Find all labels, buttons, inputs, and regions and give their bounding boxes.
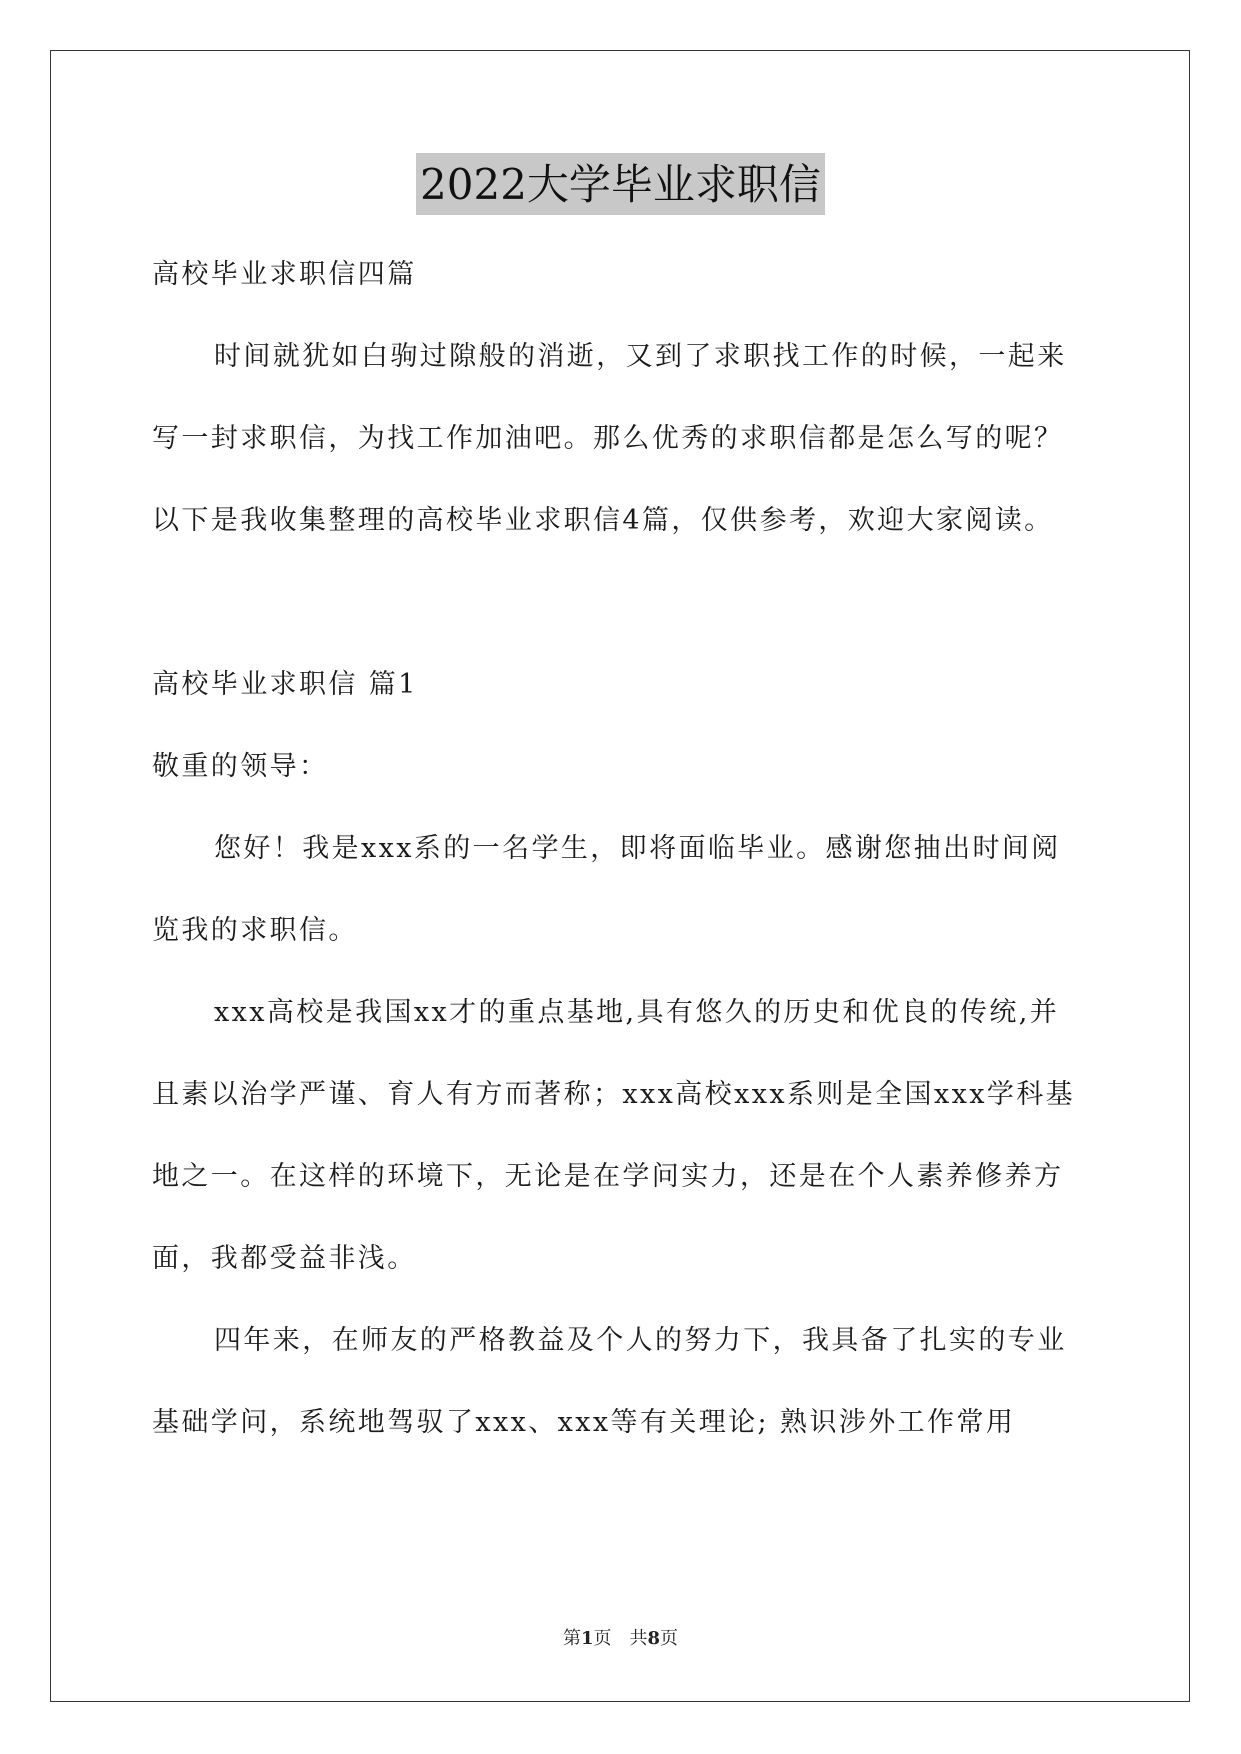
title-container	[0, 153, 1241, 215]
document-body	[152, 234, 1087, 1464]
footer-mid: 页 共	[593, 1628, 648, 1649]
body-paragraph: xxx高校是我国xx才的重点基地,具有悠久的历史和优良的传统,并且素以治学严谨、育人有方而著称；xxx高校xxx系则是全国xxx学科基地之一。在这样的环境下，无论是在学问实力，还是在个人素养修养方面，我都受益非浅。	[152, 997, 1076, 1274]
intro-paragraph: 时间就犹如白驹过隙般的消逝，又到了求职找工作的时候，一起来写一封求职信，为找工作加油吧。那么优秀的求职信都是怎么写的呢？以下是我收集整理的高校毕业求职信4篇，仅供参考，欢迎大家阅读。	[152, 341, 1067, 536]
spacer	[152, 562, 1087, 644]
body-paragraph: 四年来，在师友的严格教益及个人的努力下，我具备了扎实的专业基础学问，系统地驾驭了xxx、xxx等有关理论; 熟识涉外工作常用	[152, 1325, 1067, 1438]
page-footer	[0, 1627, 1241, 1651]
body-paragraph: 您好！我是xxx系的一名学生，即将面临毕业。感谢您抽出时间阅览我的求职信。	[152, 833, 1061, 946]
subtitle: 高校毕业求职信四篇	[152, 259, 417, 290]
footer-prefix: 第	[562, 1628, 581, 1649]
section-heading: 高校毕业求职信 篇1	[152, 669, 418, 700]
document-title: 2022大学毕业求职信	[416, 153, 825, 215]
footer-suffix: 页	[660, 1628, 679, 1649]
current-page-number: 1	[580, 1628, 594, 1649]
salutation: 敬重的领导：	[152, 751, 329, 782]
total-pages-number: 8	[647, 1628, 661, 1649]
